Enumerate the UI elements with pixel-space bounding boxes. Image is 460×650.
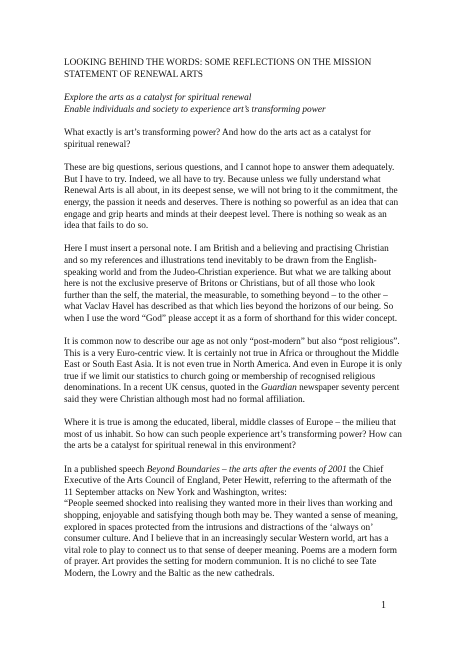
paragraph-1: What exactly is art’s transforming power? And how do the arts act as a catalyst for spiritual renewal? (64, 128, 371, 150)
mission-line-2: Enable individuals and society to experience art’s transforming power (64, 104, 326, 115)
page-number: 1 (381, 600, 386, 611)
paragraph-5: Where it is true is among the educated, liberal, middle classes of Europe – the milieu that most of us inhabit. So how can such people experience art’s transforming power? How can the arts be a catalyst for spiritual renewal in this environment? (64, 418, 402, 452)
mission-line-1: Explore the arts as a catalyst for spiritual renewal (64, 93, 252, 104)
paragraph-6 (64, 465, 402, 581)
paragraph-4-text-a: It is common now to describe our age as not only “post-modern” but also “post religious”. This is a very Euro-centric view. It is certainly not true in Africa or throughout the Middle East or South East Asia. It is not even true in North America. And even in Europe it is only true if we limit our statistics to church going or membership of recognised religious denominations. In a recent UK census, quoted in the (64, 337, 402, 394)
paragraph-3: Here I must insert a personal note. I am British and a believing and practising Christian and so my references and illustrations tend inevitably to be drawn from the English-speaking world and from the Judeo-Christian experience. But what we are talking about here is not the exclusive preserve of Britons or Christians, but of all those who look further than the self, the material, the measurable, to something beyond – to the other – what Vaclav Havel has described as that which lies beyond the horizons of our being. So when I use the word “God” please accept it as a form of shorthand for this wider concept. (64, 244, 398, 324)
paragraph-4-newspaper-name: Guardian (261, 383, 297, 394)
paragraph-6-text-b: the Chief Executive of the Arts Council of England, Peter Hewitt, referring to the aftermath of the 11 September attacks on New York and Washington, writes: (64, 464, 392, 498)
document-page (64, 58, 402, 592)
paragraph-4 (64, 337, 402, 407)
paragraph-6-text-a: In a published speech (64, 464, 147, 475)
mission-statement (64, 93, 402, 116)
document-title: LOOKING BEHIND THE WORDS: SOME REFLECTIONS ON THE MISSION STATEMENT OF RENEWAL ARTS (64, 58, 372, 80)
paragraph-4-text-b: newspaper seventy percent said they were Christian although most had no formal affiliation. (64, 383, 400, 406)
paragraph-6-speech-title: Beyond Boundaries – the arts after the events of 2001 (146, 464, 347, 475)
paragraph-2: These are big questions, serious questions, and I cannot hope to answer them adequately. But I have to try. Indeed, we all have to try. Because unless we fully understand what Renewal Arts is all about, in its deepest sense, we will not bring to it the commitment, the energy, the passion it needs and deserves. There is nothing so powerful as an idea that can engage and grip hearts and minds at their deepest level. There is nothing so weak as an idea that fails to do so. (64, 163, 399, 232)
paragraph-6-quote: “People seemed shocked into realising they wanted more in their lives than working and shopping, enjoyable and satisfying though both may be. They wanted a sense of meaning, explored in spaces protected from the intrusions and distractions of the ‘always on’ consumer culture. And I believe that in an increasingly secular Western world, art has a vital role to play to connect us to that sense of deeper meaning. Poems are a modern form of prayer. Art provides the setting for modern communion. It is no cliché to see Tate Modern, the Lowry and the Baltic as the new cathedrals. (64, 499, 398, 579)
